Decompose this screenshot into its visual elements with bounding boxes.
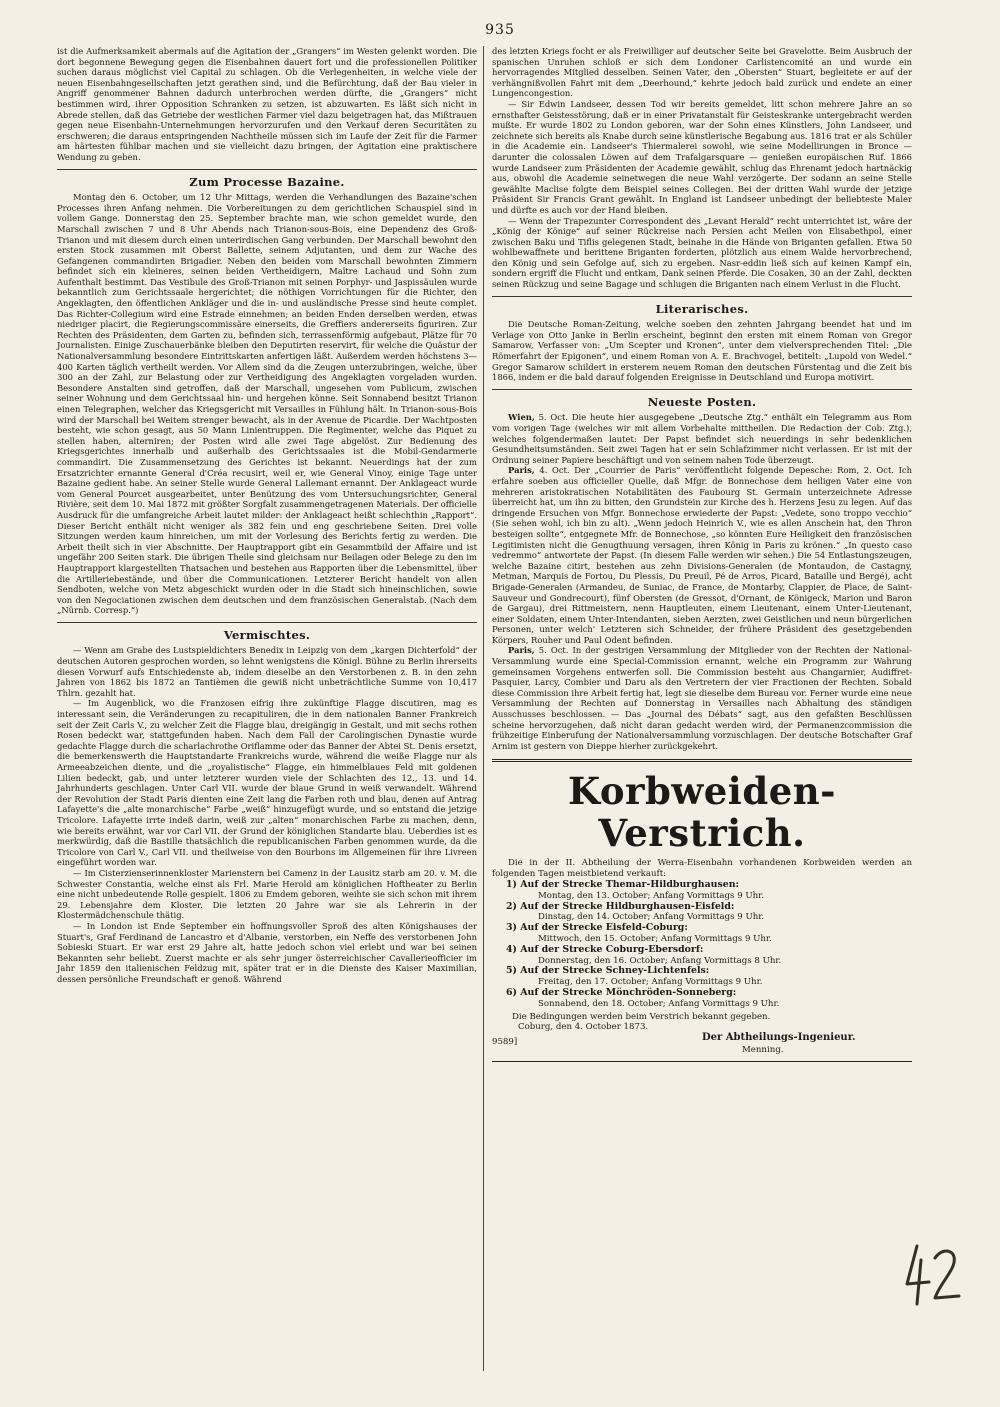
ad-route: 6) Auf der Strecke Mönchröden-Sonneberg: bbox=[506, 986, 737, 998]
ad-number: 9589] bbox=[492, 1037, 518, 1048]
ad-item bbox=[492, 880, 912, 902]
ad-top-rule bbox=[492, 759, 912, 762]
wien-dispatch bbox=[492, 412, 912, 465]
dispatch-place: Wien, bbox=[508, 412, 535, 423]
ad-when: Dinstag, den 14. October; Anfang Vormittags 9 Uhr. bbox=[538, 912, 765, 923]
benedix-item: — Wenn am Grabe des Lustspieldichters Benedix in Leipzig von dem „kargen Dichterfold“ der deutschen Autoren gesprochen worden, so lehnt wenigstens die Königl. Bühne zu Berlin ihrerseits diesen Vorwurf aufs Entschiedenste ab, indem dieselbe an den Verstorbenen z. B. in den zehn Jahren von 1862 bis 1872 an Tantièmen die gewiß nicht unbeträchtliche Summe von 10,417 Thlrn. gezahlt hat. bbox=[57, 645, 477, 698]
stuart-item: — In London ist Ende September ein hoffnungsvoller Sproß des alten Königshauses der Stuart's, Graf Ferdinand de Lancastro et d'Albanie, verstorben, ein Neffe des verstorbenen John Sobieski Stuart. Er war erst 29 Jahre alt, hatte jedoch schon viel erlebt und war bei seinen Bekannten sehr beliebt. Zuerst machte er als sehr junger österreichischer Cavallerieofficier im Jahr 1859 den italienischen Feldzug mit, später trat er in die Dienste des Kaiser Maximilian, dessen persönliche Freundschaft er genoß. Während bbox=[57, 920, 477, 984]
persia-item: — Wenn der Trapezunter Correspondent des „Levant Herald“ recht unterrichtet ist, wäre der „König der Könige“ auf seiner Rückreise nach Persien acht Meilen von Elisabethpol, einer zwischen Baku und Tiflis gelegenen Stadt, beinahe in die Hände von Briganten gefallen. Etwa 50 wohlbewaffnete und berittene Briganten forderten, plötzlich aus einem Walde hervorbrechend, den König und sein Gefolge auf, sich zu ergeben. Nasr-eddin ließ sich auf keinen Kampf ein, sondern ergriff die Flucht und entkam, Dank seinen Pferde. Die Cosaken, 30 an der Zahl, deckten seinen Rückzug und seine Bagage und schlugen die Briganten nach einem Verlust in die Flucht. bbox=[492, 215, 912, 290]
section-rule bbox=[492, 296, 912, 297]
ad-bottom-rule bbox=[492, 1061, 912, 1062]
dispatch-place: Paris, bbox=[508, 465, 535, 476]
grangers-article: ist die Aufmerksamkeit abermals auf die Agitation der „Grangers“ im Westen gelenkt worden. Die dort begonnene Bewegung gegen die Eisenbahnen dauert fort und die professionellen Politiker suchen daraus möglichst viel Capital zu schlagen. Ob die Verlegenheiten, in welche viele der neuen Eisenbahngesellschaften jetzt gerathen sind, und die Befürchtung, daß der Bau vieler in Angriff genommener Bahnen dadurch unterbrochen werden dürfte, die „Grangers“ nicht bestimmen wird, ihrer Opposition Schranken zu setzen, ist abzuwarten. Es läßt sich nicht in Abrede stellen, daß das Getriebe der westlichen Farmer viel dazu beigetragen hat, das Mißtrauen gegen neue Eisenbahn-Unternehmungen hervorzurufen und den Verkauf deren Securitäten zu erschweren; die daraus entspringenden Nachtheile müssen sich im Laufe der Zeit für die Farmer am härtesten fühlbar machen und sie vielleicht dazu bringen, der Agitation eine praktischere Wendung zu geben. bbox=[57, 46, 477, 162]
ad-when: Mittwoch, den 15. October; Anfang Vormittags 9 Uhr. bbox=[538, 933, 772, 944]
landseer-item: — Sir Edwin Landseer, dessen Tod wir bereits gemeldet, litt schon mehrere Jahre an so ernsthafter Geistesstörung, daß er in einer Privatanstalt für Geisteskranke untergebracht werden mußte. Er wurde 1802 zu London geboren, war der Sohn eines Künstlers, John Landseer, und zeichnete sich bereits als Knabe durch seine künstlerische Begabung aus. 1816 trat er als Schüler in die Academie ein. Landseer's Thiermalerei sowohl, wie seine Modellirungen in Bronce — darunter die colossalen Löwen auf dem Trafalgarsquare — genießen europäischen Ruf. 1866 wurde Landseer zum Präsidenten der Academie gewählt, schlug das Ehrenamt jedoch hartnäckig aus, obwohl die Academie seinetwegen die neue Wahl verzögerte. Der sodann an seine Stelle gewählte Maclise folgte dem Beispiel seines Collegen. Bei der dritten Wahl wurde der jetzige Präsident Sir Francis Grant gewählt. In England ist Landseer unbedingt der beliebteste Maler und dürfte es auch vor der Hand bleiben. bbox=[492, 98, 912, 215]
roman-zeitung-item: Die Deutsche Roman-Zeitung, welche soeben den zehnten Jahrgang beendet hat und im Verlage von Otto Janke in Berlin erscheint, beginnt den ersten mit einem Roman von Gregor Samarow, Verfasser von: „Um Scepter und Kronen“, unter dem vielversprechenden Titel: „Die Römerfahrt der Epigonen“, und einem Roman von A. E. Brachvogel, betitelt: „Lupold von Wedel.“ Gregor Samarow schildert in ersterem neuem Roman den deutschen Fürstentag und die Zeit bis 1866, indem er die bald darauf folgenden Ereignisse in Deutschland und Europa motivirt. bbox=[492, 319, 912, 383]
korbweiden-advertisement bbox=[492, 770, 912, 1062]
page-number: 935 bbox=[485, 22, 515, 38]
section-rule bbox=[57, 169, 477, 170]
bazaine-article: Montag den 6. October, um 12 Uhr Mittags, werden die Verhandlungen des Bazaine'schen Processes ihren Anfang nehmen. Die Vorbereitungen zu dem gerichtlichen Schauspiel sind in vollem Gange. Donnerstag den 25. September brachte man, wie schon gemeldet wurde, den Marschall zwischen 7 und 8 Uhr Abends nach Trianon-sous-Bois, eine Dependenz des Groß-Trianon und mit diesem durch einen unterirdischen Gang verbunden. Der Marschall bewohnt den ersten Stock zusammen mit Oberst Ballette, seinem Adjutanten, und dem zur Wache des Gefangenen commandirten Brigadier. Neben den beiden vom Marschall bewohnten Zimmern befindet sich ein kleineres, seinen beiden Vertheidigern, Maître Lachaud und Sohn zum Aufenthalt bestimmt. Das Vestibule des Groß-Trianon mit seinen Porphyr- und Jaspissäulen wurde bekanntlich zum Gerichtssaale hergerichtet; die nöthigen Vorrichtungen für die Richter, den Angeklagten, den öffentlichen Ankläger und die in- und ausländische Presse sind heute complet. Das Richter-Collegium wird eine Estrade einnehmen; an beiden Enden derselben werden, etwas niedriger placirt, die Regierungscommissäre einerseits, die Greffiers andererseits figuriren. Zur Rechten des Präsidenten, dem Garten zu, befinden sich, terrassenförmig aufgebaut, Plätze für 70 Journalisten. Einige Zuschauerbänke bleiben den Deputirten reservirt, für welche die Quästur der Nationalversammlung besondere Eintrittskarten anfertigen läßt. Außerdem werden höchstens 3—400 Karten täglich vertheilt werden. Vor Allem sind da die Zeugen unterzubringen, welche, über 300 an der Zahl, zur Belastung oder zur Vertheidigung des Angeklagten vorgeladen wurden. Besondere Anstalten sind getroffen, daß der Marschall, ungesehen vom Publicum, zwischen seiner Wohnung und dem Gerichtssaal hin- und hergehen könne. Seit Sonnabend besitzt Trianon einen Telegraphen, welcher das Kriegsgericht mit Versailles in Fühlung hält. In Trianon-sous-Bois wird der Marschall bei Weitem strenger bewacht, als in der Avenue de Picardie. Der Wachtposten besteht, wie schon gesagt, aus 50 Mann Linientruppen. Die Regimenter, welche das Piquet zu stellen haben, alterniren; der Posten wird alle zwei Tage abgelöst. Zur Bedienung des Kriegsgerichtes innerhalb und außerhalb des Gerichtssaales ist die Mobil-Gendarmerie commandirt. Die Zusammensetzung des Gerichtes ist bekannt. Neuerdings hat der zum Ersatzrichter ernannte General d'Créa recusirt, weil er, wie General Vinoy, einige Tage unter Bazaine gedient habe. An seiner Stelle wurde General Lallemant ernannt. Der Anklageact wurde vom General Pourcet ausgearbeitet, unter Benützung des vom Untersuchungsrichter, General Rivière, seit dem 10. Mai 1872 mit größter Sorgfalt zusammengetragenen Materials. Der officielle Ausdruck für die umfangreiche Arbeit lautet milder: der Anklageact heißt schlechthin „Rapport“. Dieser Bericht enthält nicht weniger als 382 fein und eng geschriebene Seiten. Drei volle Sitzungen werden kaum hinreichen, um mit der Vorlesung des Berichts fertig zu werden. Die Arbeit theilt sich in vier Abschnitte. Der Hauptrapport gibt ein Gesammtbild der Affaire und ist ungefähr 200 Seiten stark. Die übrigen Theile sind gleichsam nur Beilagen oder Belege zu den im Hauptrapport klargestellten Thatsachen und bestehen aus Rapporten über die Lebensmittel, über die Artilleriebestände, und über die Communicationen. Letzterer Bericht handelt von allen Sendboten, welche von Metz abgeschickt wurden oder in die Stadt sich hineinschlichen, sowie von den Negociationen zwischen dem deutschen und dem französischen Generalstab. (Nach dem „Nürnb. Corresp.“) bbox=[57, 192, 477, 616]
vermischtes-heading: Vermischtes. bbox=[223, 627, 311, 642]
paris-dispatch-1 bbox=[492, 465, 912, 645]
dispatch-text: 4. Oct. Der „Courrier de Paris“ veröffentlicht folgende Depesche: Rom, 2. Oct. Ich erfahre soeben aus officieller Quelle, daß Mfgr. de Bonnechose dem heiligen Vater eine von mehreren aristokratischen Notabilitäten des Faubourg St. Germain unterzeichnete Adresse überreicht hat, um ihn zu bitten, den Grundstein zur Kirche des h. Herzens Jesu zu legen. Auf das dringende Ersuchen von Mfgr. Bonnechose erwiederte der Papst: „Vedete, sono troppo vecchio“ (Sie sehen wohl, ich bin zu alt). „Wenn jedoch Heinrich V., wie es allen Anschein hat, den Thron besteigen sollte“, entgegnete Mfr. de Bonnechose, „so könnten Eure Heiligkeit den französischen Legitimisten nicht die Genugthuung versagen, ihren König in Paris zu krönen.“ „In questo caso vedremmo“ antwortete der Papst. (In diesem Falle werden wir sehen.) Die 54 Entlastungszeugen, welche Bazaine citirt, bestehen aus zehn Divisions-Generalen (de Montaudon, de Castagny, Metman, Marquis de Fortou, Du Plessis, Du Preuil, Pé de Arros, Picard, Bataille und Bergé), acht Brigade-Generalen (Armandeu, de Suniac, de France, de Montarby, Clappier, de Place, de Saint-Sauveur und Gondrecourt), fünf Obersten (de Gressot, d'Ornant, de Königeck, Marion und Baron de Gargau), drei Rittmeistern, nenn Hauptleuten, einem Lieutenant, einem Unter-Lieutenant, einer Soldaten, einem Unter-Intendanten, sieben Aerzten, zwei Geistlichen und neun bürgerlichen Personen, unter welch' Letzteren sich Schneider, der frühere Präsident des gesetzgebenden Körpers, Rouher und Paul Odent befinden. bbox=[492, 465, 912, 645]
column-divider bbox=[483, 46, 484, 1371]
ad-route: 5) Auf der Strecke Schney-Lichtenfels: bbox=[506, 965, 710, 977]
right-column bbox=[492, 46, 912, 1062]
ad-route: 4) Auf der Strecke Coburg-Ebersdorf: bbox=[506, 943, 704, 955]
ad-route: 2) Auf der Strecke Hildburghausen-Eisfeld: bbox=[506, 900, 735, 912]
ad-signer-name: Menning. bbox=[742, 1045, 784, 1056]
section-rule bbox=[492, 389, 912, 390]
literarisches-heading: Literarisches. bbox=[655, 301, 749, 316]
ad-route: 1) Auf der Strecke Themar-Hildburghausen: bbox=[506, 879, 739, 890]
section-rule bbox=[57, 622, 477, 623]
ad-signer-title: Der Abtheilungs-Ingenieur. bbox=[702, 1032, 856, 1044]
ad-title: Korbweiden-Verstrich. bbox=[567, 769, 836, 856]
stuart-item-continued: des letzten Kriegs focht er als Freiwilliger auf deutscher Seite bei Gravelotte. Beim Ausbruch der spanischen Unruhen schloß er sich dem Londoner Carlistencomité an und wurde ein hervorragendes Mitglied desselben. Seinen Vater, den „Obersten“ Stuart, begleitete er auf der verhängnißvollen Fahrt mit dem „Deerhound,“ kehrte jedoch bald zurück und endete an einer Lungencongestion. bbox=[492, 46, 912, 99]
dispatch-text: 5. Oct. Die heute hier ausgegebene „Deutsche Ztg.“ enthält ein Telegramm aus Rom vom vorigen Tage (welches wir mit allem Vorbehalte mittheilen. Die Redaction der Cob. Ztg.), welches folgendermaßen lautet: Der Papst befindet sich neuerdings in sehr bedenklichen Gesundheitsumständen. Seit zwei Tagen hat er sein Schlafzimmer nicht verlassen. Er ist mit der Ordnung seiner Papiere beschäftigt und von seinem nahen Tode überzeugt. bbox=[492, 412, 912, 465]
ad-item bbox=[492, 945, 912, 967]
ad-when: Montag, den 13. October; Anfang Vormittags 9 Uhr. bbox=[538, 890, 765, 901]
ad-when: Sonnabend, den 18. October; Anfang Vormittags 9 Uhr. bbox=[538, 998, 780, 1009]
dispatch-place: Paris, bbox=[508, 645, 535, 656]
left-column bbox=[57, 46, 477, 984]
ad-signature-row bbox=[492, 1033, 912, 1057]
ad-route: 3) Auf der Strecke Eisfeld-Coburg: bbox=[506, 922, 688, 934]
paris-dispatch-2 bbox=[492, 645, 912, 751]
posten-heading: Neueste Posten. bbox=[647, 394, 757, 409]
ad-item bbox=[492, 988, 912, 1010]
marienstern-item: — Im Cisterzienserinnenkloster Marienstern bei Camenz in der Lausitz starb am 20. v. M. die Schwester Constantia, welche einst als Frl. Marie Herold am königlichen Hoftheater zu Berlin eine nicht unbedeutende Rolle gespielt. 1806 zu Emdem geboren, weihte sie sich schon mit ihrem 29. Lebensjahre dem Kloster. Die letzten 20 Jahre war sie als Lehrerin in der Klostermädchenschule thätig. bbox=[57, 867, 477, 921]
ad-item bbox=[492, 902, 912, 924]
dispatch-text: 5. Oct. In der gestrigen Versammlung der Mitglieder von der Rechten der National-Versammlung wurde eine Special-Commission ernannt, welche ein Programm zur Wahrung gemeinsamen Vorgehens entwerfen soll. Die Commission besteht aus Changarnier, Audiffret-Pasquier, Larcy, Combier und Daru als den Vertretern der vier Fractionen der Rechten. Sobald diese Commission ihre Arbeit fertig hat, legt sie dieselbe dem Bureau vor. Ferner wurde eine neue Versammlung der Rechten auf Donnerstag in Versailles nach Abhaltung des ständigen Ausschusses beschlossen. — Das „Journal des Débats“ sagt, aus den gefaßten Beschlüssen scheine hervorzugehen, daß nicht daran gedacht werden wird, der Permanenzcommission die frühzeitige Einberufung der Nationalversammlung vorzuschlagen. Der deutsche Botschafter Graf Arnim ist gestern von Dieppe hierher zurückgekehrt. bbox=[492, 645, 912, 751]
flag-item: — Im Augenblick, wo die Franzosen eifrig ihre zukünftige Flagge discutiren, mag es interessant sein, die Veränderungen zu recapituliren, die in dem nationalen Banner Frankreich seit der Zeit Carls V., zu welcher Zeit die Flagge blau, dreigängig in Gestalt, und mit sechs rothen Rosen bedeckt war, stattgefunden haben. Nach dem Fall der Carolingischen Dynastie wurde gedachte Flagge durch die scharlachrothe Oriflamme oder das Banner der Abtei St. Denis ersetzt, die bemerkenswerth die Hauptstandarte Frankreichs wurde, während die weiße Flagge nur als Armeeabzeichen diente, und die „royalistische“ Flagge, ein himmelblaues Feld mit goldenen Lilien bedeckt, gab, und unter letzterer wurden viele der Schlachten des 12., 13. und 14. Jahrhunderts geschlagen. Unter Carl VII. wurde der blaue Grund in weiß verwandelt. Während der Revolution der Stadt Paris dienten eine Zeit lang die Farben roth und blau, denen auf Antrag Lafayette's die „alte monarchische“ Farbe „weiß“ hinzugefügt wurde, und so entstand die jetzige Tricolore. Lafayette irrte indeß darin, weiß zur „alten“ monarchischen Farbe zu machen, denn, wie bereits erwähnt, war vor Carl VII. der Grund der königlichen Standarte blau. Ueberdies ist es merkwürdig, daß die Bastille thatsächlich die republicanischen Farben genommen wurde, da die Tricolore von Carl V., Carl VII. und theilweise von den Bourbons im Allgemeinen für ihre Livreen eingeführt worden war. bbox=[57, 698, 477, 868]
ad-when: Donnerstag, den 16. October; Anfang Vormittags 8 Uhr. bbox=[538, 955, 782, 966]
ad-conditions: Die Bedingungen werden beim Verstrich bekannt gegeben. bbox=[512, 1011, 771, 1022]
bazaine-heading: Zum Processe Bazaine. bbox=[189, 174, 345, 189]
handwritten-number-mark bbox=[903, 1240, 963, 1310]
ad-intro: Die in der II. Abtheilung der Werra-Eisenbahn vorhandenen Korbweiden werden an folgenden Tagen meistbietend verkauft: bbox=[492, 858, 912, 880]
ad-item bbox=[492, 923, 912, 945]
ad-place-date: Coburg, den 4. October 1873. bbox=[518, 1022, 649, 1033]
ad-when: Freitag, den 17. October; Anfang Vormittags 9 Uhr. bbox=[538, 977, 763, 988]
ad-item bbox=[492, 966, 912, 988]
